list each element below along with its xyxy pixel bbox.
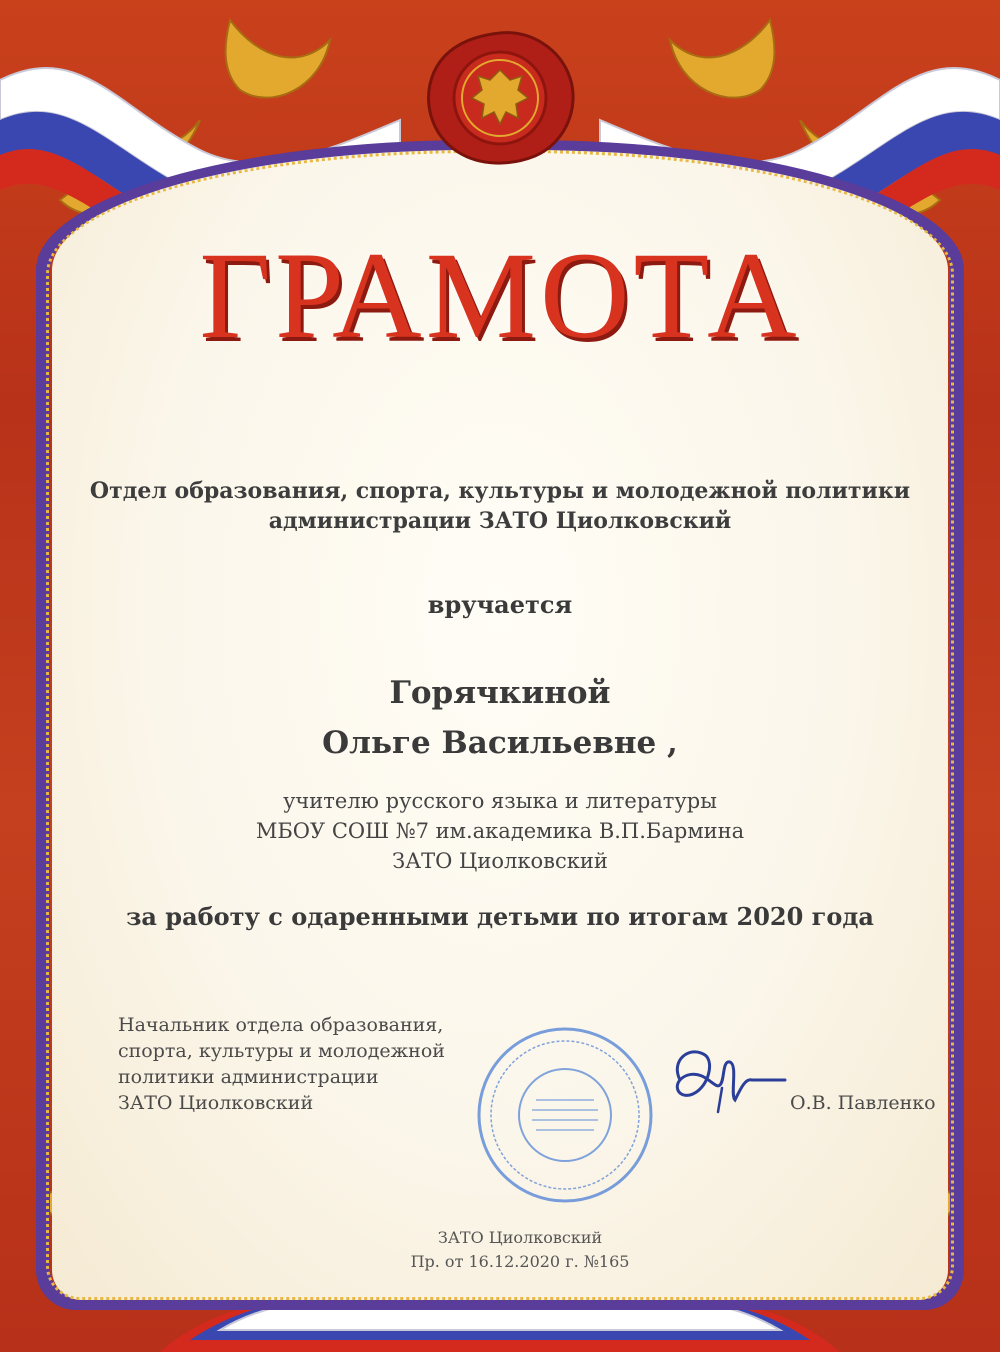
recipient-name xyxy=(0,668,1000,768)
presented-label: вручается xyxy=(427,590,573,619)
signer-title-line: спорта, культуры и молодежной xyxy=(118,1040,445,1062)
certificate-title: ГРАМОТА xyxy=(199,227,801,364)
official-stamp-icon xyxy=(470,1020,660,1210)
signer-title-line: ЗАТО Циолковский xyxy=(118,1092,314,1114)
recipient-given-names: Ольге Васильевне , xyxy=(322,725,678,761)
position-line: МБОУ СОШ №7 им.академика В.П.Бармина xyxy=(255,819,745,843)
signature-icon xyxy=(660,1040,790,1120)
footer-place: ЗАТО Циолковский xyxy=(437,1228,603,1247)
signer-title-line: Начальник отдела образования, xyxy=(118,1014,444,1036)
signer-title-line: политики администрации xyxy=(118,1066,379,1088)
award-reason: за работу с одаренными детьми по итогам 2020 года xyxy=(126,902,874,931)
issuer-line: администрации ЗАТО Циолковский xyxy=(268,508,732,534)
issuer xyxy=(0,476,1000,536)
issuer-line: Отдел образования, спорта, культуры и молодежной политики xyxy=(89,478,911,504)
wax-seal-icon xyxy=(420,28,580,168)
position-line: учителю русского языка и литературы xyxy=(283,789,717,813)
signer-title xyxy=(118,1012,458,1116)
position-line: ЗАТО Циолковский xyxy=(392,849,608,873)
footer-order: Пр. от 16.12.2020 г. №165 xyxy=(410,1252,630,1271)
recipient-surname: Горячкиной xyxy=(389,675,611,711)
recipient-position xyxy=(0,786,1000,876)
signer-name: О.В. Павленко xyxy=(790,1092,936,1114)
